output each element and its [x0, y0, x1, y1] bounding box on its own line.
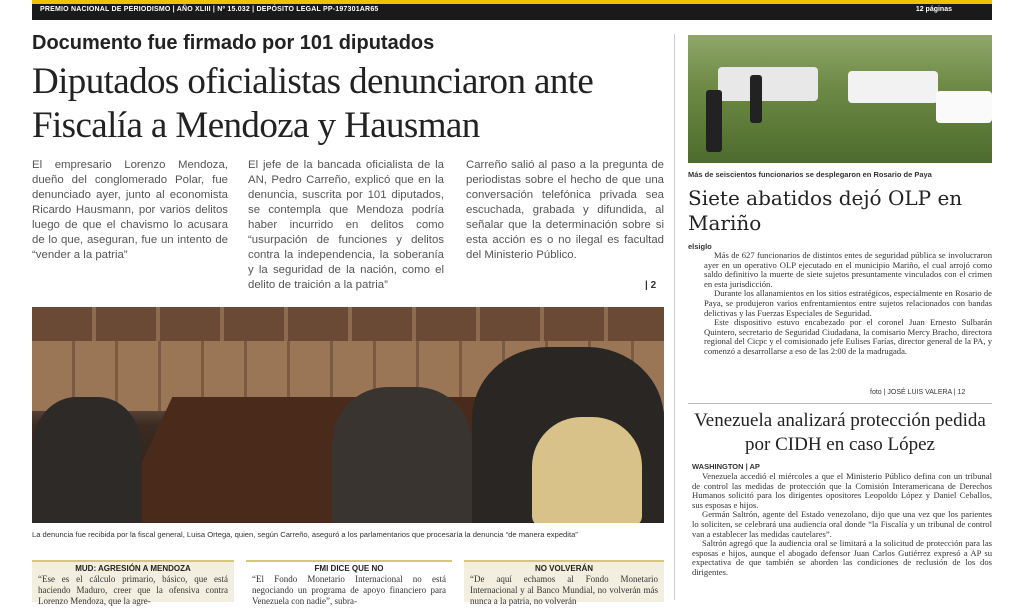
photo-crowd-center: [332, 387, 472, 523]
main-photo: [32, 307, 664, 523]
olp-paragraph: Durante los allanamientos en los sitios estratégicos, especialmente en Rosario de Paya, se produjeron varios enfrentamientos entre sujetos relacionados con bandas delictivas y las Fuerzas Especiales de Seguridad.: [704, 288, 992, 318]
quote-box-text: “Ese es el cálculo primario, básico, que está haciendo Maduro, creer que la ofensiva contra Lorenzo Mendoza, que la agre-: [38, 574, 228, 606]
cidh-paragraph: Germán Saltrón, agente del Estado venezolano, dijo que una vez que los parientes lo soliciten, se celebrará una audiencia oral donde “la Fiscalía y un tribunal de control van a establecer las medidas cautelares”.: [692, 509, 992, 539]
quote-box-title: FMI DICE QUE NO: [314, 564, 384, 573]
article-separator: [688, 403, 992, 404]
main-kicker: Documento fue firmado por 101 diputados: [32, 32, 435, 54]
olp-paragraph: Este dispositivo estuvo encabezado por el coronel Juan Ernesto Sulbarán Quintero, secretario de Seguridad Ciudadana, la comisario Mercy Bracho, directora regional del Cicpc y el comisionado jefe Eulises Farías, director general de la PA, y comenzó a desarrollarse a eso de las 2:00 de la madrugada.: [704, 317, 992, 356]
photo-truck: [936, 91, 992, 123]
quote-box-mud: [32, 560, 234, 606]
olp-headline[interactable]: Siete abatidos dejó OLP en Mariño: [688, 186, 963, 235]
quote-box-title: NO VOLVERÁN: [534, 564, 594, 573]
quote-box-fmi: [246, 560, 452, 606]
cidh-headline[interactable]: Venezuela analizará protección pedida por CIDH en caso López: [694, 410, 986, 455]
olp-photo: [688, 35, 992, 163]
photo-truck: [718, 67, 818, 101]
page-count: 12 páginas: [915, 6, 952, 13]
photo-caption: La denuncia fue recibida por la fiscal general, Luisa Ortega, quien, según Carreño, aseguró a los parlamentarios que procesaría la denuncia “de manera expedita”: [32, 530, 578, 539]
main-column-1: El empresario Lorenzo Mendoza, dueño del conglomerado Polar, fue denunciado ayer, junto al economista Ricardo Hausmann, por varios delitos luego de que el chavismo lo acusara de lo que, aseguran, fue un intento de “vender a la patria”: [32, 159, 228, 261]
main-column-3: Carreño salió al paso a la pregunta de periodistas sobre el hecho de que una conversación telefónica privada sea escuchada, grabada y difundida, al señalar que la determinación sobre si esta acción es o no ilegal es facultad del Ministerio Público.: [466, 159, 664, 261]
quote-box-text: “De aquí echamos al Fondo Monetario Internacional y al Banco Mundial, no volverán más nunca a la patria, no volverán: [470, 574, 658, 606]
column-divider: [674, 34, 675, 600]
photo-crowd-left: [32, 397, 142, 523]
photo-officer: [750, 75, 762, 123]
photo-truck: [848, 71, 938, 103]
photo-officer: [706, 90, 722, 152]
cidh-byline: WASHINGTON | AP: [692, 462, 760, 471]
main-column-2: El jefe de la bancada oficialista de la AN, Pedro Carreño, explicó que en la denuncia, suscrita por 101 diputados, se contempla que Mendoza podría haber incurrido en delitos como “usurpación de funciones y delitos contra la independencia, la soberanía y la seguridad de la nación, como el delito de traición a la patria”: [248, 159, 444, 291]
photo-ceiling: [32, 307, 664, 341]
olp-paragraph: Más de 627 funcionarios de distintos entes de seguridad pública se involucraron ayer en un operativo OLP ejecutado en el municipio Mariño, el cual arrojó como saldo definitivo la muerte de siete sujetos presuntamente vinculados con el crimen en esta jurisdicción.: [704, 250, 992, 289]
olp-photo-credit: foto | JOSÉ LUIS VALERA | 12: [870, 389, 966, 396]
olp-body: [704, 251, 992, 357]
page-reference: | 2: [645, 280, 657, 291]
cidh-paragraph: Venezuela accedió el miércoles a que el Ministerio Público defina con un tribunal de control las medidas de protección que la Comisión Interamericana de Derechos Humanos solicitó para los dirigentes opositores Leopoldo López y Daniel Ceballos, sus esposas e hijos.: [692, 471, 992, 510]
quote-box-title: MUD: AGRESIÓN A MENDOZA: [75, 564, 191, 573]
photo-person-blonde: [532, 417, 642, 523]
olp-photo-caption: Más de seiscientos funcionarios se desplegaron en Rosario de Paya: [688, 170, 932, 179]
quote-box-text: “El Fondo Monetario Internacional no está negociando un programa de apoyo financiero para Venezuela con nadie”, subra-: [252, 574, 446, 606]
main-headline[interactable]: Diputados oficialistas denunciaron ante Fiscalía a Mendoza y Hausman: [32, 61, 594, 146]
cidh-body: [692, 472, 992, 578]
masthead-accent: [32, 0, 992, 4]
olp-byline: elsiglo: [688, 242, 712, 251]
masthead-info: PREMIO NACIONAL DE PERIODISMO | AÑO XLIII | Nº 15.032 | DEPÓSITO LEGAL PP-197301AR65: [40, 6, 379, 13]
quote-box-no-volveran: [464, 560, 664, 606]
masthead-bar: [32, 0, 992, 20]
cidh-paragraph: Saltrón agregó que la audiencia oral se limitará a la solicitud de protección para las esposas e hijos, aunque el abogado defensor Juan Carlos Gutiérrez expresó a AP su expectativa de que también se aborden las condiciones de reclusión de los dos dirigentes.: [692, 538, 992, 577]
